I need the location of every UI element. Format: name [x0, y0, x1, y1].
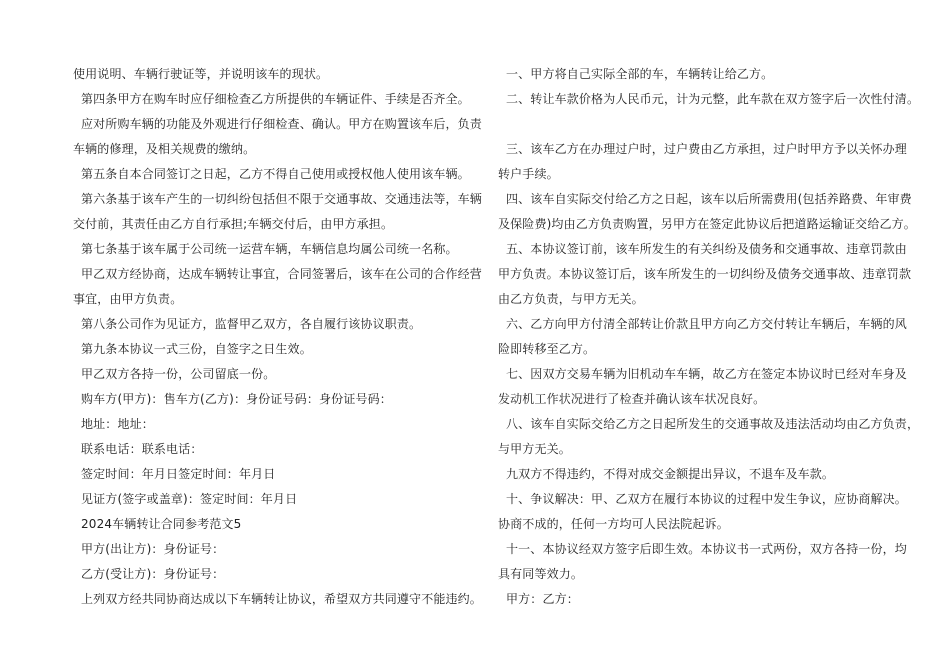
paragraph-line: 四、该车自实际交付给乙方之日起，该车以后所需费用(包括养路费、年审费 — [506, 192, 912, 206]
paragraph-line: 十一、本协议经双方签字后即生效。本协议书一式两份，双方各持一份，均 — [506, 542, 907, 556]
right-column — [498, 62, 920, 612]
paragraph-line: 乙方(受让方)：身份证号： — [81, 567, 225, 581]
paragraph-line: 交付前，其责任由乙方自行承担;车辆交付后，由甲方承担。 — [73, 217, 394, 231]
paragraph-line: 第九条本协议一式三份，自签字之日生效。 — [81, 342, 312, 356]
paragraph-line: 见证方(签字或盖章)：签定时间：年月日 — [81, 492, 298, 506]
paragraph-line: 八、该车自实际交给乙方之日起所发生的交通事故及违法活动均由乙方负责， — [506, 417, 920, 431]
paragraph-line: 地址：地址： — [81, 417, 154, 431]
paragraph-line: 与甲方无关。 — [498, 442, 571, 456]
paragraph-line: 转户手续。 — [498, 167, 559, 181]
paragraph-line: 签定时间：年月日签定时间：年月日 — [81, 467, 276, 481]
paragraph-line: 发动机工作状况进行了检查并确认该车状况良好。 — [498, 392, 766, 406]
paragraph-line: 使用说明、车辆行驶证等，并说明该车的现状。 — [73, 67, 329, 81]
paragraph-line: 第五条自本合同签订之日起，乙方不得自己使用或授权他人使用该车辆。 — [81, 167, 470, 181]
paragraph-line: 甲乙双方经协商，达成车辆转让事宜，合同签署后，该车在公司的合作经营 — [81, 267, 482, 281]
paragraph-line: 上列双方经共同协商达成以下车辆转让协议，希望双方共同遵守不能违约。 — [81, 592, 482, 606]
paragraph-line: 第七条基于该车属于公司统一运营车辆，车辆信息均属公司统一名称。 — [81, 242, 458, 256]
paragraph-line: 三、该车乙方在办理过户时，过户费由乙方承担，过户时甲方予以关怀办理 — [506, 142, 907, 156]
paragraph-line: 九双方不得违约，不得对成交金额提出异议，不退车及车款。 — [506, 467, 835, 481]
paragraph-line: 甲乙双方各持一份，公司留底一份。 — [81, 367, 276, 381]
paragraph-line: 六、乙方向甲方付清全部转让价款且甲方向乙方交付转让车辆后，车辆的风 — [506, 317, 907, 331]
paragraph-line: 第四条甲方在购车时应仔细检查乙方所提供的车辆证件、手续是否齐全。 — [81, 92, 470, 106]
paragraph-line: 十、争议解决：甲、乙双方在履行本协议的过程中发生争议，应协商解决。 — [506, 492, 907, 506]
left-column — [73, 62, 482, 612]
paragraph-line: 事宜，由甲方负责。 — [73, 292, 183, 306]
paragraph-line: 险即转移至乙方。 — [498, 342, 596, 356]
paragraph-line: 二、转让车款价格为人民币元，计为元整，此车款在双方签字后一次性付清。 — [506, 92, 920, 106]
paragraph-line: 甲方(出让方)：身份证号： — [81, 542, 225, 556]
paragraph-line: 五、本协议签订前，该车所发生的有关纠纷及债务和交通事故、违章罚款由 — [506, 242, 907, 256]
signature-line: 甲方：乙方： — [506, 592, 579, 606]
paragraph-line: 一、甲方将自己实际全部的车，车辆转让给乙方。 — [506, 67, 774, 81]
paragraph-line: 购车方(甲方)：售车方(乙方)：身份证号码：身份证号码： — [81, 392, 392, 406]
paragraph-line: 应对所购车辆的功能及外观进行仔细检查、确认。甲方在购置该车后，负责 — [81, 117, 482, 131]
paragraph-line: 车辆的修理，及相关规费的缴纳。 — [73, 142, 256, 156]
paragraph-line: 第六条基于该车产生的一切纠纷包括但不限于交通事故、交通违法等，车辆 — [81, 192, 482, 206]
paragraph-line: 由乙方负责，与甲方无关。 — [498, 292, 644, 306]
paragraph-line: 具有同等效力。 — [498, 567, 584, 581]
paragraph-line: 协商不成的，任何一方均可人民法院起诉。 — [498, 517, 729, 531]
paragraph-line: 第八条公司作为见证方，监督甲乙双方，各自履行该协议职责。 — [81, 317, 422, 331]
paragraph-line: 联系电话：联系电话： — [81, 442, 203, 456]
paragraph-line: 甲方负责。本协议签订后，该车所发生的一切纠纷及债务交通事故、违章罚款 — [498, 267, 912, 281]
paragraph-line: 七、因双方交易车辆为旧机动车车辆，故乙方在签定本协议时已经对车身及 — [506, 367, 907, 381]
section-heading: 2024车辆转让合同参考范文5 — [81, 517, 242, 531]
paragraph-line: 及保险费)均由乙方负责购置，另甲方在签定此协议后把道路运输证交给乙方。 — [498, 217, 916, 231]
